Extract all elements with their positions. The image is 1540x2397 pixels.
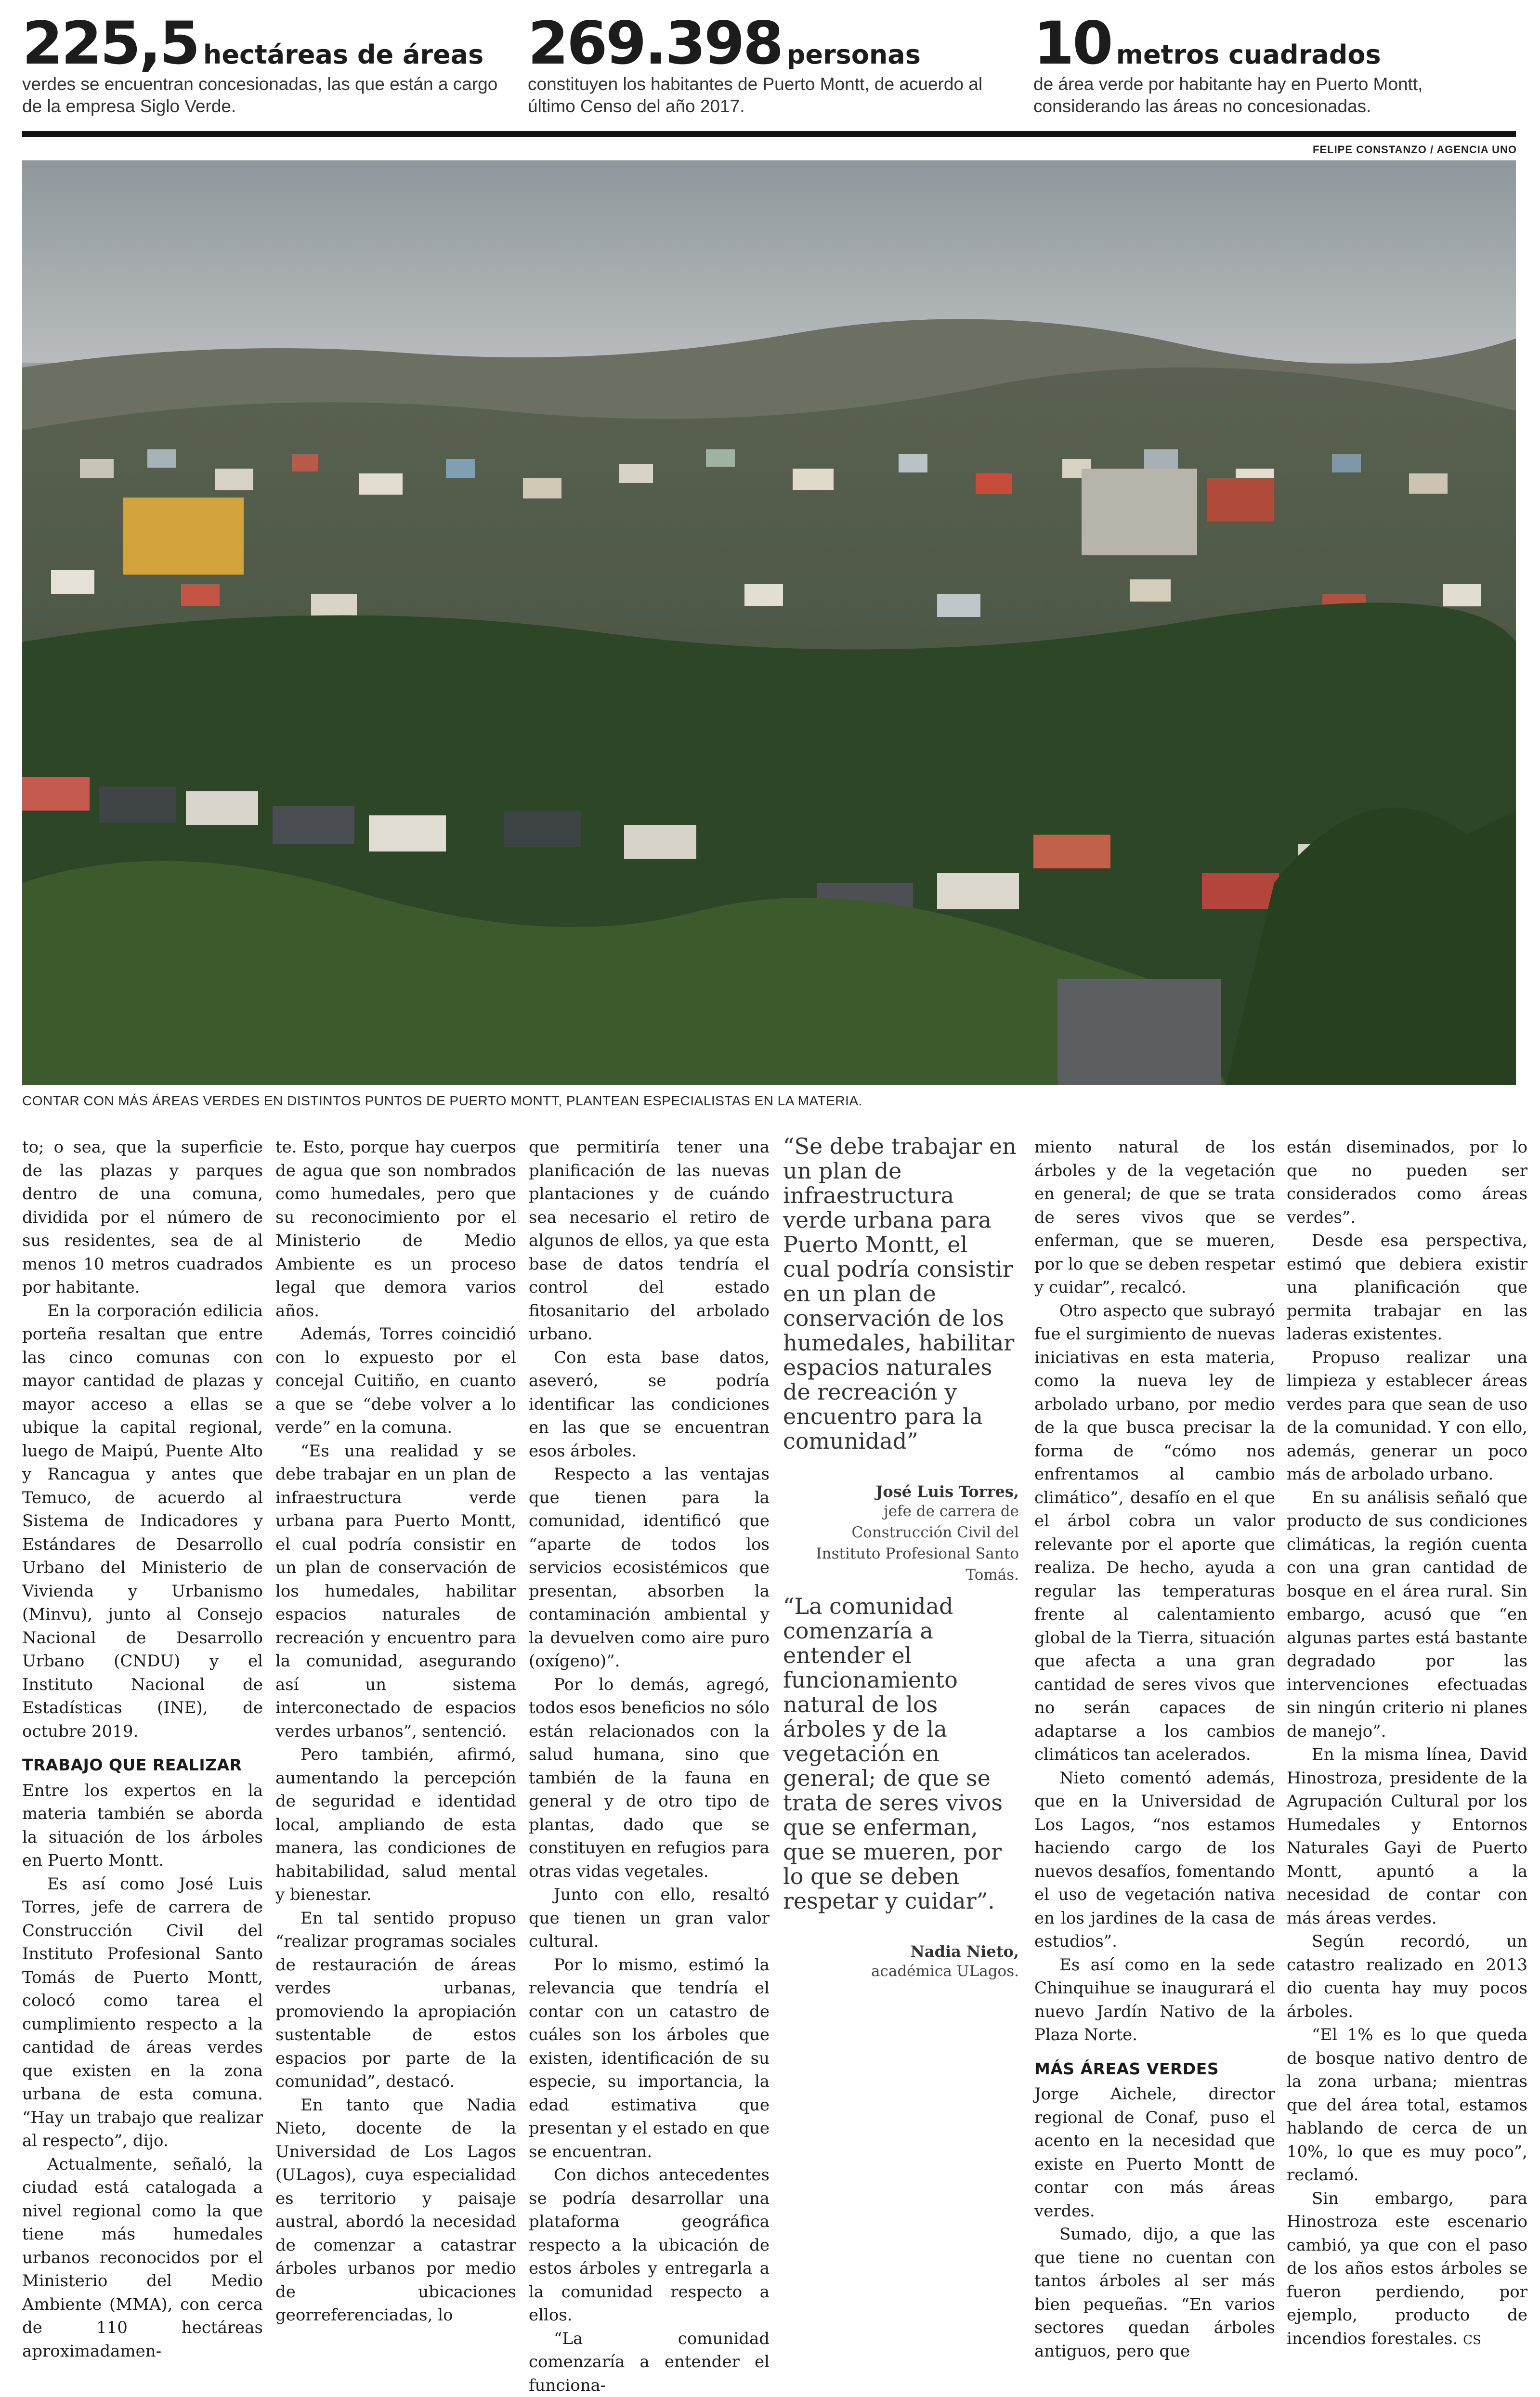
paragraph: te. Esto, porque hay cuerpos de agua que son nombrados como humedales, pero que su reconocimiento por el Ministerio de Medio Ambiente es un proceso legal que demora varios años. [275,1136,516,1323]
quote-text: “La comunidad comenzaría a entender el funcionamiento natural de los árboles y de la vegetación en general; de que se trata de seres vivos que se enferman, que se mueren, por lo que se deben respetar y cuidar”. [783,1594,1019,1913]
subheading-mas-areas: MÁS ÁREAS VERDES [1034,2057,1275,2081]
paragraph: “El 1% es lo que queda de bosque nativo dentro de la zona urbana; mientras que del área total, estamos hablando de cerca de un 10%, lo que es muy poco”, reclamó. [1287,2023,1527,2187]
paragraph: En la misma línea, David Hinostroza, presidente de la Agrupación Cultural por los Humedales y Entornos Naturales Gayi de Puerto Montt, apuntó a la necesidad de contar con más áreas verdes. [1287,1743,1527,1930]
stat-number: 225,5 [22,9,198,78]
yellow-building [123,498,244,575]
header-rule [22,131,1516,137]
apartment-building [1082,469,1197,555]
stat-description: verdes se encuentran concesionadas, las que están a cargo de la empresa Siglo Verde. [22,73,518,118]
article-column-1 [22,1136,263,2363]
quote-role: jefe de carrera de Construcción Civil del Instituto Profesional Santo Tomás. [783,1501,1019,1585]
paragraph: Nieto comentó además, que en la Universidad de Los Lagos, “nos estamos haciendo cargo de los nuevos desafíos, fomentando el uso de vegetación nativa en los jardines de la casa de estudios”. [1034,1767,1275,1953]
paragraph: Es así como en la sede Chinquihue se inaugurará el nuevo Jardín Nativo de la Plaza Norte. [1034,1953,1275,2047]
sky [22,160,1516,363]
article-column-5 [1034,1136,1275,2363]
paragraph: miento natural de los árboles y de la vegetación en general; de que se trata de seres vivos que se enferman, que se mueren, por lo que se deben respetar y cuidar”, recalcó. [1034,1136,1275,1299]
paragraph: Según recordó, un catastro realizado en 2013 dio cuenta hay muy pocos árboles. [1287,1930,1527,2023]
quote-text: “Se debe trabajar en un plan de infraestructura verde urbana para Puerto Montt, el cual podría consistir en un plan de conservación de los humedales, habilitar espacios naturales de recreación y encuentro para la comunidad” [783,1134,1019,1454]
paragraph: Desde esa perspectiva, estimó que debiera existir una planificación que permita trabajar en las laderas existentes. [1287,1229,1527,1346]
quote-author: José Luis Torres, [783,1482,1019,1501]
paragraph: Entre los expertos en la materia también se aborda la situación de los árboles en Puerto Montt. [22,1779,263,1873]
paragraph: Actualmente, señaló, la ciudad está catalogada a nivel regional como la que tiene más humedales urbanos reconocidos por el Ministerio del Medio Ambiente (MMA), con cerca de 110 hectáreas aproximadamen- [22,2153,263,2363]
paragraph: Con esta base datos, aseveró, se podría identificar las condiciones en las que se encuentran esos árboles. [529,1346,770,1463]
stat-unit: hectáreas de áreas [203,39,483,70]
paragraph: Propuso realizar una limpieza y establecer áreas verdes para que sean de uso de la comunidad. Y con ello, además, generar un poco más de arbolado urbano. [1287,1346,1527,1486]
paragraph: que permitiría tener una planificación de las nuevas plantaciones y de cuándo sea necesario el retiro de algunos de ellos, ya que esta base de datos tendría el control del estado fitosanitario del arbolado urbano. [529,1136,770,1346]
paragraph: Por lo mismo, estimó la relevancia que tendría el contar con un catastro de cuáles son los árboles que existen, identificación de su especie, su importancia, la edad estimativa que presentan y el estado en que se encuentran. [529,1953,770,2164]
quote-role: académica ULagos. [783,1961,1019,1982]
paragraph: Junto con ello, resaltó que tienen un gran valor cultural. [529,1883,770,1953]
stat-metros-habitante [1033,14,1529,118]
pull-quote-nieto [783,1594,1019,1982]
paragraph: “Es una realidad y se debe trabajar en un plan de infraestructura verde urbana para Puerto Montt, el cual podría consistir en un plan de conservación de los humedales, habilitar espacios naturales de recreación y encuentro para la comunidad, asegurando así un sistema interconectado de espacios verdes urbanos”, sentenció. [275,1440,516,1743]
paragraph: “La comunidad comenzaría a entender el funciona- [529,2327,770,2397]
photo-caption: CONTAR CON MÁS ÁREAS VERDES EN DISTINTOS PUNTOS DE PUERTO MONTT, PLANTEAN ESPECIALISTAS EN LA MATERIA. [22,1093,1515,1109]
paragraph: En tal sentido propuso “realizar programas sociales de restauración de áreas verdes urbanas, promoviendo la apropiación sustentable de estos espacios por parte de la comunidad”, destacó. [275,1907,516,2094]
article-column-2 [275,1136,516,2327]
paragraph [1287,2187,1527,2352]
quote-author: Nadia Nieto, [783,1942,1019,1961]
paragraph: Respecto a las ventajas que tienen para la comunidad, identificó que “aparte de todos los servicios ecosistémicos que presentan, absorben la contaminación ambiental y la devuelven como aire puro (oxígeno)”. [529,1463,770,1673]
paragraph: Por lo demás, agregó, todos esos beneficios no sólo están relacionados con la salud humana, sino que también de la fauna en general y de otro tipo de plantas, dado que se constituyen en refugios para otras vidas vegetales. [529,1673,770,1884]
article-column-6 [1287,1136,1527,2352]
stat-description: constituyen los habitantes de Puerto Montt, de acuerdo al último Censo del año 2017. [528,73,1024,118]
stat-unit: metros cuadrados [1116,39,1381,70]
paragraph: Además, Torres coincidió con lo expuesto por el concejal Cuitiño, en cuanto a que se “debe volver a lo verde” en la comuna. [275,1323,516,1440]
paragraph: Con dichos antecedentes se podría desarrollar una plataforma geográfica respecto a la ubicación de estos árboles y entregarla a la comunidad respecto a ellos. [529,2163,770,2327]
paragraph-text: Sin embargo, para Hinostroza este escenario cambió, ya que con el paso de los años estos árboles se fueron perdiendo, por ejemplo, producto de incendios forestales. [1287,2189,1527,2348]
paragraph: En tanto que Nadia Nieto, docente de la Universidad de Los Lagos (ULagos), cuya especialidad es territorio y paisaje austral, abordó la necesidad de comenzar a catastrar árboles urbanos por medio de ubicaciones georreferenciadas, lo [275,2094,516,2327]
paragraph: Pero también, afirmó, aumentando la percepción de seguridad e identidad local, ampliando de esta manera, las condiciones de habitabilidad, salud mental y bienestar. [275,1743,516,1907]
end-mark: CS [1463,2333,1481,2347]
foreground-roof [1057,979,1221,1085]
stat-number: 269.398 [528,9,782,78]
paragraph: En su análisis señaló que producto de sus condiciones climáticas, la región cuenta con una gran cantidad de bosque en el área rural. Sin embargo, acusó que “en algunas partes está bastante degradado por las intervenciones efectuadas sin ningún criterio ni planes de manejo”. [1287,1486,1527,1743]
photo-credit: FELIPE CONSTANZO / AGENCIA UNO [1313,144,1517,156]
pull-quote-torres [783,1134,1019,1585]
paragraph: están diseminados, por lo que no pueden ser considerados como áreas verdes”. [1287,1136,1527,1229]
stat-unit: personas [787,39,921,70]
stat-description: de área verde por habitante hay en Puerto Montt, considerando las áreas no concesionadas. [1033,73,1529,118]
paragraph: Otro aspecto que subrayó fue el surgimiento de nuevas iniciativas en esta materia, como la nueva ley de arbolado urbano, por medio de la que busca precisar la forma de “cómo nos enfrentamos al cambio climático”, desafío en el que el árbol cobra un valor relevante por el aporte que realiza. De hecho, ayuda a regular las temperaturas frente al calentamiento global de la Tierra, situación que afecta a una gran cantidad de seres vivos que no serán capaces de adaptarse a los cambios climáticos tan acelerados. [1034,1299,1275,1767]
city-photo [22,160,1516,1085]
paragraph: En la corporación edilicia porteña resaltan que entre las cinco comunas con mayor cantidad de plazas y mayor acceso a ellas se ubique la capital regional, luego de Maipú, Puente Alto y Rancagua y antes que Temuco, de acuerdo al Sistema de Indicadores y Estándares de Desarrollo Urbano del Ministerio de Vivienda y Urbanismo (Minvu), junto al Consejo Nacional de Desarrollo Urbano (CNDU) y el Instituto Nacional de Estadísticas (INE), de octubre 2019. [22,1299,263,1743]
paragraph: Sumado, dijo, a que las que tiene no cuentan con tantos árboles al ser más bien pequeñas. “En varios sectores quedan árboles antiguos, pero que [1034,2223,1275,2363]
red-building [1207,478,1274,522]
paragraph: Jorge Aichele, director regional de Conaf, puso el acento en la necesidad que existe en Puerto Montt de contar con más áreas verdes. [1034,2083,1275,2223]
stat-number: 10 [1033,9,1111,78]
article-column-3 [529,1136,770,2397]
subheading-trabajo: TRABAJO QUE REALIZAR [22,1754,263,1777]
paragraph: to; o sea, que la superficie de las plazas y parques dentro de una comuna, dividida por el número de sus residentes, sea de al menos 10 metros cuadrados por habitante. [22,1136,263,1299]
paragraph: Es así como José Luis Torres, jefe de carrera de Construcción Civil del Instituto Profesional Santo Tomás de Puerto Montt, colocó como tarea el cumplimiento respecto a la cantidad de áreas verdes que existen en la zona urbana de esta comuna. “Hay un trabajo que realizar al respecto”, dijo. [22,1873,263,2153]
stat-area-concesionadas [22,14,518,118]
stat-habitantes [528,14,1024,118]
